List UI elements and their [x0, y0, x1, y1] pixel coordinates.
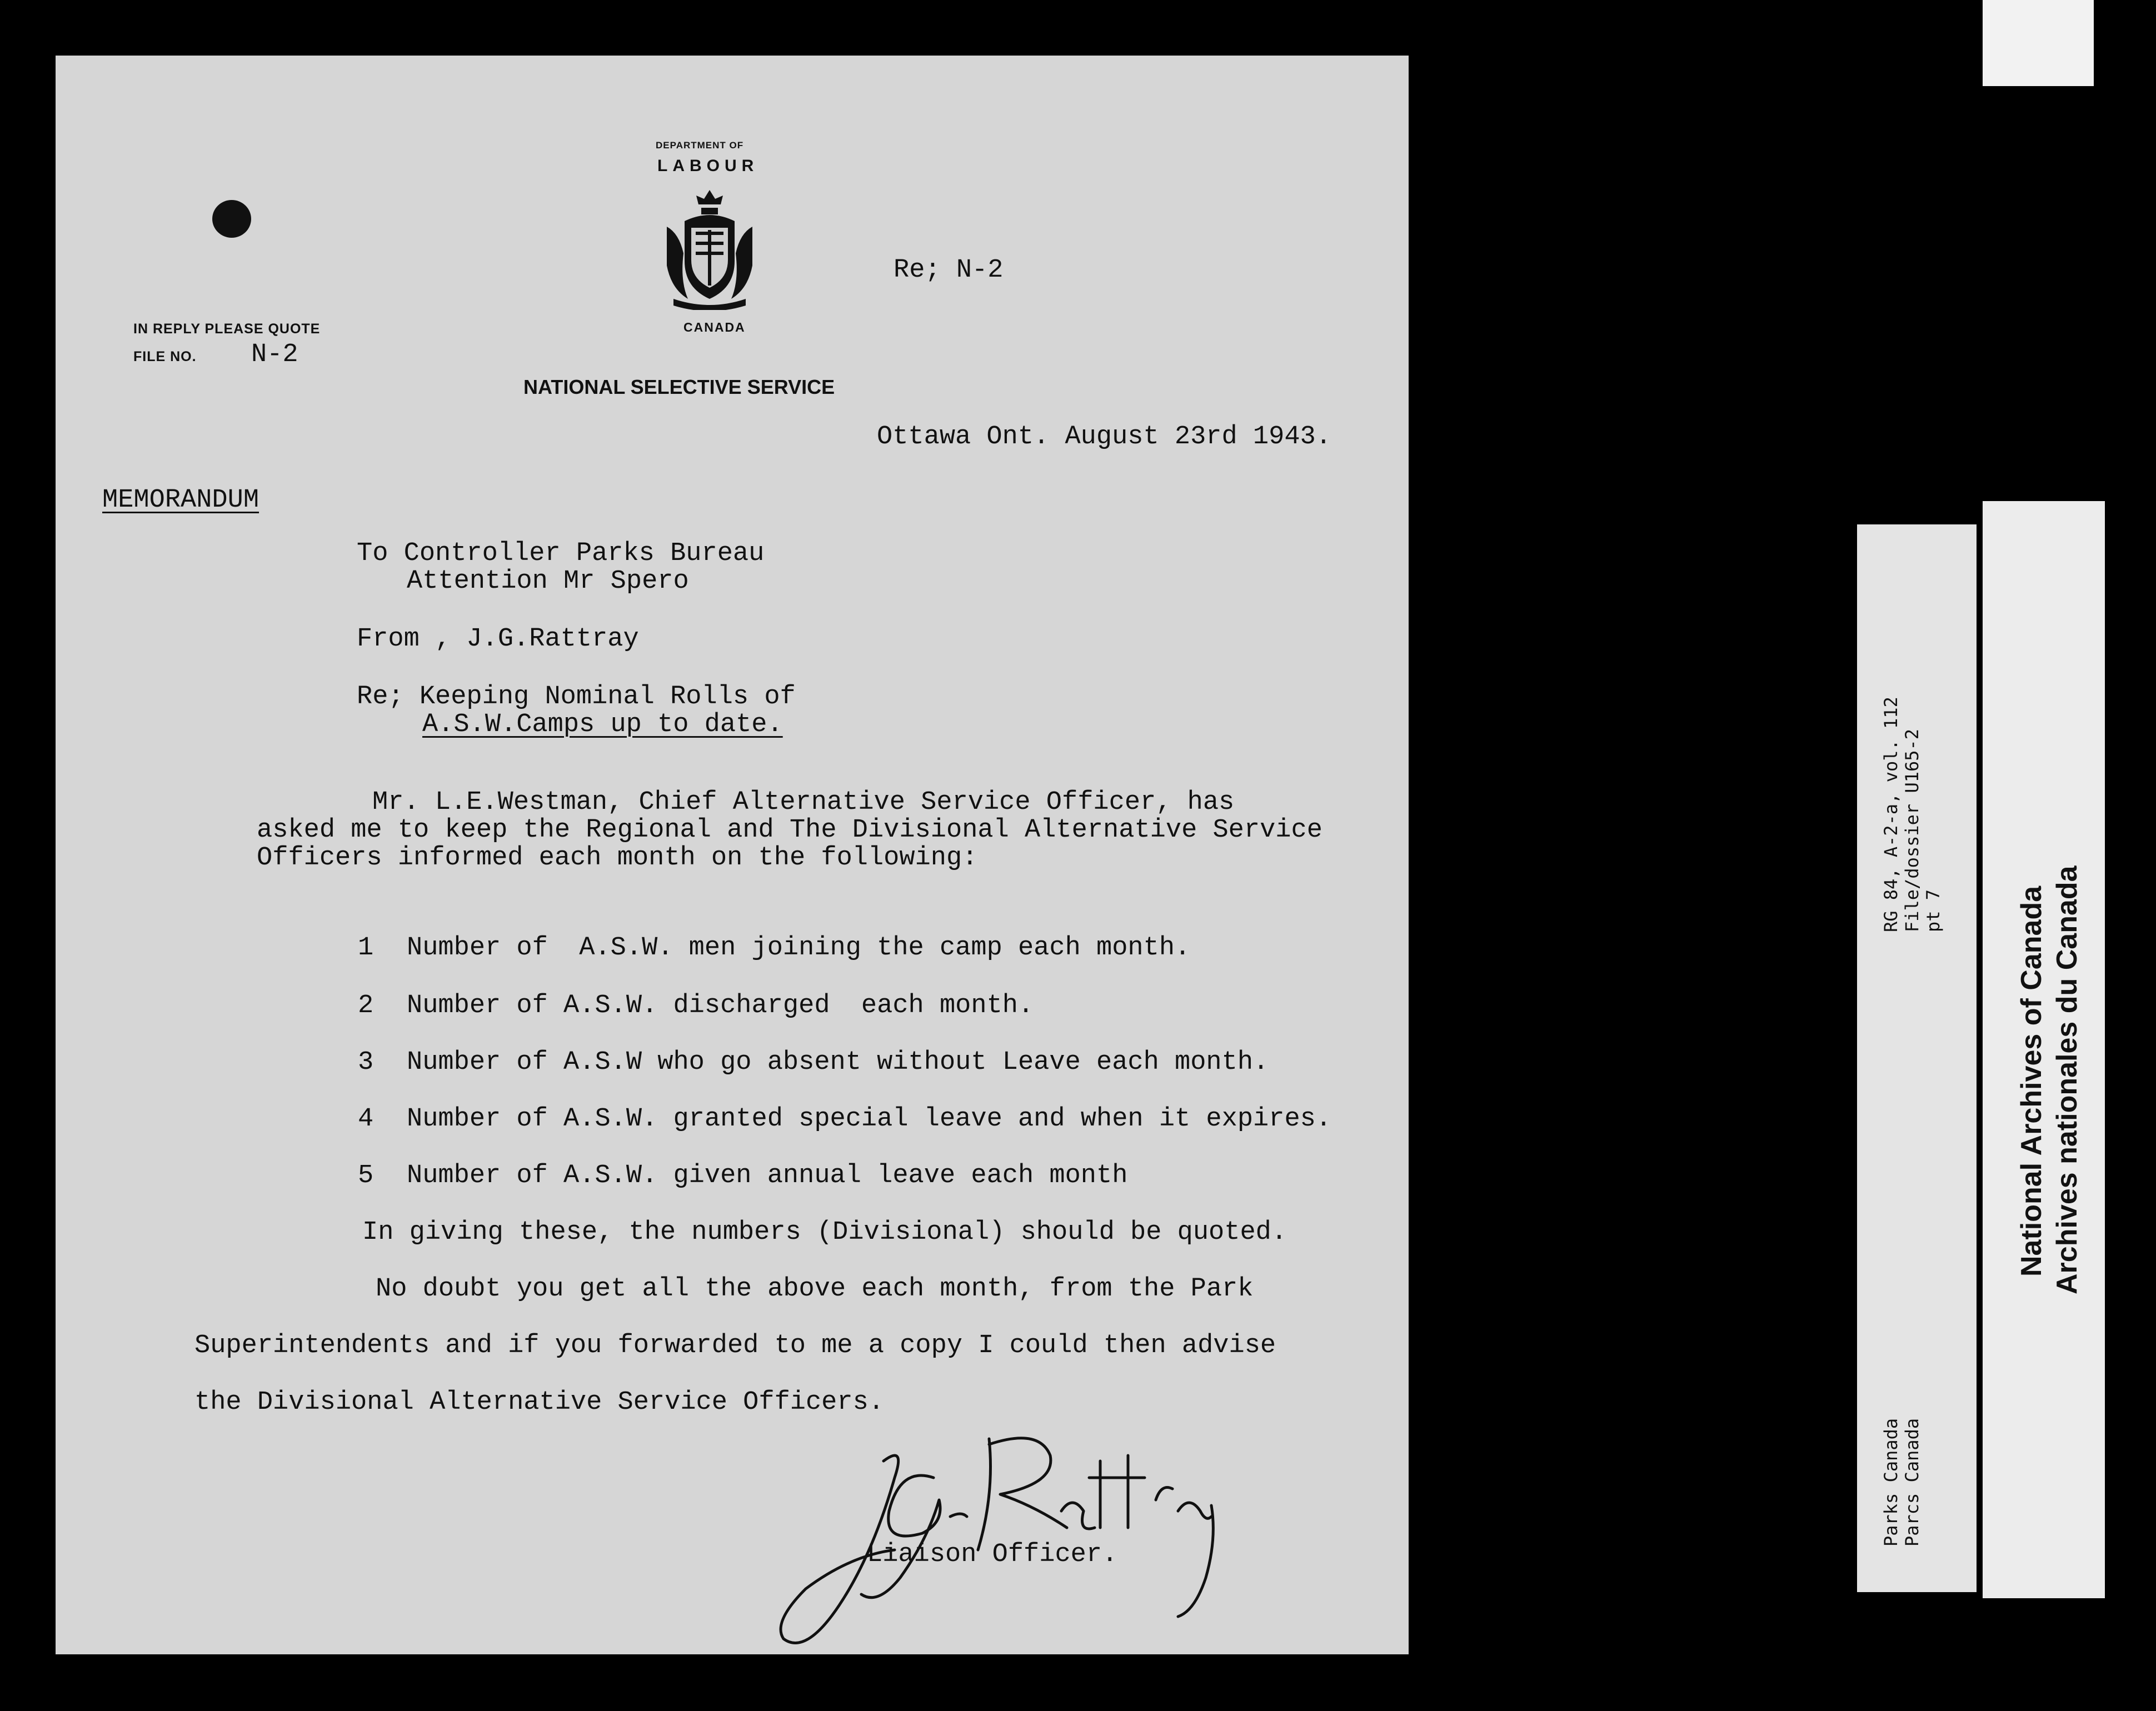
list-item: Number of A.S.W. discharged each month. [407, 991, 1034, 1020]
memo-page [56, 56, 1409, 1654]
archive-reference-line2: File/dossier U165-2 [1902, 728, 1923, 932]
re-reference: Re; N-2 [894, 256, 1004, 285]
memo-date: Ottawa Ont. August 23rd 1943. [877, 422, 1331, 452]
to-line: To Controller Parks Bureau [357, 539, 765, 568]
subject-line-2: A.S.W.Camps up to date. [422, 710, 783, 739]
body-para2-line2: Superintendents and if you forwarded to me a copy I could then advise [194, 1331, 1276, 1360]
national-archives-fr: Archives nationales du Canada [2051, 865, 2083, 1294]
parcs-canada-label: Parcs Canada [1902, 1418, 1923, 1547]
body-para2-line3: the Divisional Alternative Service Officers. [194, 1388, 885, 1417]
service-title: NATIONAL SELECTIVE SERVICE [523, 376, 835, 398]
file-no-label: FILE NO. [133, 349, 197, 364]
dept-top-label: DEPARTMENT OF [656, 140, 744, 151]
body-para1-line3: Officers informed each month on the following: [257, 843, 978, 873]
file-no-value: N-2 [251, 340, 298, 369]
handwritten-signature [767, 1417, 1245, 1655]
national-archives-en: National Archives of Canada [2015, 885, 2048, 1277]
punch-hole-mark [212, 200, 251, 238]
parks-canada-label: Parks Canada [1880, 1418, 1902, 1547]
body-para2-line1: No doubt you get all the above each month, from the Park [376, 1274, 1254, 1304]
coat-of-arms-emblem [662, 188, 757, 310]
memo-heading: MEMORANDUM [102, 486, 259, 515]
canada-label: CANADA [683, 320, 746, 334]
subject-line-1: Re; Keeping Nominal Rolls of [357, 682, 796, 712]
archive-reference-line3: pt 7 [1923, 889, 1944, 932]
list-item-number: 3 [358, 1048, 374, 1077]
from-line: From , J.G.Rattray [357, 624, 639, 654]
body-para1-line2: asked me to keep the Regional and The Divisional Alternative Service [257, 816, 1322, 845]
list-item: Number of A.S.W. given annual leave each month [407, 1161, 1128, 1190]
list-item-number: 4 [358, 1104, 374, 1134]
list-item-number: 2 [358, 991, 374, 1020]
dept-main-label: LABOUR [657, 157, 759, 175]
national-archives-card [1983, 501, 2105, 1598]
archive-reference-card [1857, 524, 1977, 1592]
archive-reference-line1: RG 84, A-2-a, vol. 112 [1880, 697, 1902, 932]
list-item-number: 5 [358, 1161, 374, 1190]
attention-line: Attention Mr Spero [407, 567, 689, 596]
signatory-title: Liaison Officer. [867, 1540, 1118, 1569]
list-item: Number of A.S.W who go absent without Leave each month. [407, 1048, 1269, 1077]
reply-quote-label: IN REPLY PLEASE QUOTE [133, 321, 321, 337]
list-item-number: 1 [358, 933, 374, 963]
corner-mark [1983, 0, 2094, 86]
list-item: Number of A.S.W. granted special leave and when it expires. [407, 1104, 1332, 1134]
quote-instruction: In giving these, the numbers (Divisional) should be quoted. [362, 1218, 1287, 1247]
body-para1-line1: Mr. L.E.Westman, Chief Alternative Service Officer, has [372, 788, 1235, 817]
list-item: Number of A.S.W. men joining the camp each month. [407, 933, 1191, 963]
